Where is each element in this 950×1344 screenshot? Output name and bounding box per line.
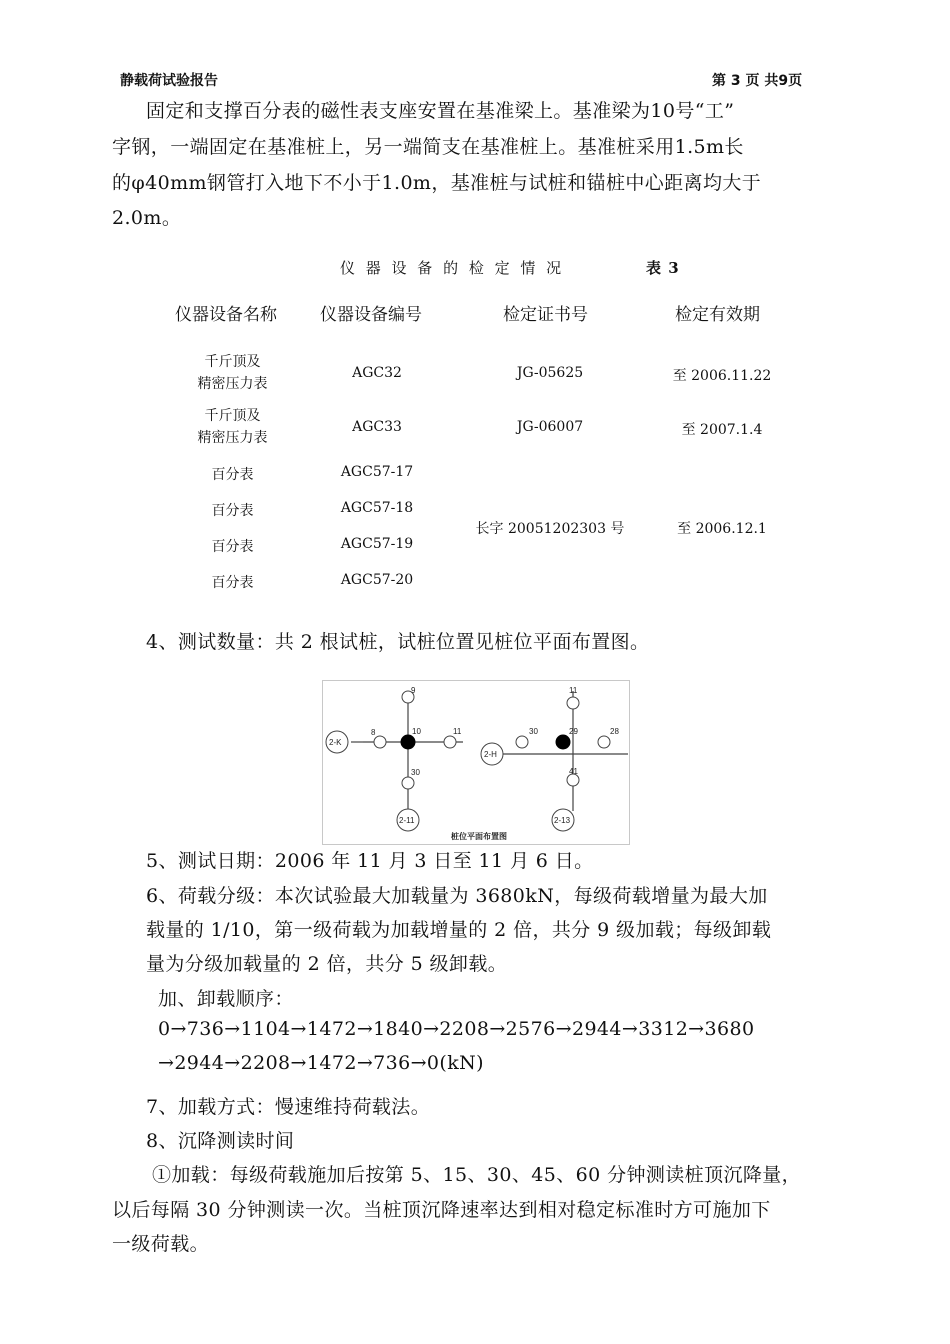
table-row-1-cert: JG-05625	[516, 365, 584, 381]
item5-test-date: 5、测试日期：2006 年 11 月 3 日至 11 月 6 日。	[146, 850, 594, 872]
item4-test-count: 4、测试数量：共 2 根试桩，试桩位置见桩位平面布置图。	[146, 631, 650, 653]
item6-line-2: 载量的 1/10，第一级荷载为加载增量的 2 倍，共分 9 级加载；每级卸载	[146, 919, 772, 941]
pile-layout-diagram	[322, 680, 630, 845]
sequence-title: 加、卸载顺序：	[158, 988, 294, 1010]
pile-circle	[516, 736, 528, 748]
table-row-5-code: AGC57-19	[340, 536, 414, 552]
table-row-2-name: 千斤顶及 精密压力表	[197, 408, 268, 446]
pile-circle	[598, 736, 610, 748]
table-header-code: 仪器设备编号	[320, 305, 422, 325]
table-row-2-cert: JG-06007	[516, 419, 584, 435]
table-header-cert: 检定证书号	[503, 305, 588, 325]
test-pile-marker	[401, 735, 415, 749]
table-row-6-code: AGC57-20	[340, 572, 414, 588]
pile-circle	[402, 777, 414, 789]
item6-line-1: 6、荷载分级：本次试验最大加载量为 3680kN，每级荷载增量为最大加	[146, 885, 768, 907]
pile-circle	[444, 736, 456, 748]
pile-label: 30	[529, 727, 538, 736]
pile-label: 11	[453, 727, 462, 736]
para1-line-4: 2.0m。	[112, 207, 182, 229]
pile-label: 2-H	[484, 750, 497, 759]
pile-label: 29	[569, 727, 578, 736]
table-row-3-name: 百分表	[211, 467, 254, 483]
item7-loading-method: 7、加载方式：慢速维持荷载法。	[146, 1096, 431, 1118]
table-row-4-name: 百分表	[211, 503, 254, 519]
pile-circle	[567, 697, 579, 709]
table-caption: 仪 器 设 备 的 检 定 情 况	[340, 259, 565, 277]
pile-label: 11	[569, 686, 578, 695]
right-pile-group	[503, 691, 628, 811]
table-header-valid: 检定有效期	[675, 305, 760, 325]
table-row-5-name: 百分表	[211, 539, 254, 555]
pile-label: 2-11	[399, 816, 415, 825]
pile-label: 41	[569, 767, 578, 776]
para1-line-1: 固定和支撑百分表的磁性表支座安置在基准梁上。基准梁为10号“工”	[146, 100, 735, 122]
table-merged-cert: 长字 20051202303 号	[475, 521, 625, 537]
test-pile-marker	[556, 735, 570, 749]
item8-title: 8、沉降测读时间	[146, 1130, 295, 1152]
table-row-6-name: 百分表	[211, 575, 254, 591]
report-title: 静载荷试验报告	[120, 73, 218, 89]
pile-circle	[374, 736, 386, 748]
page-number: 第 3 页 共9页	[712, 73, 803, 89]
pile-label: 2-K	[329, 738, 342, 747]
para1-line-3: 的φ40mm钢管打入地下不小于1.0m，基准桩与试桩和锚桩中心距离均大于	[112, 172, 762, 194]
diagram-caption: 桩位平面布置图	[451, 832, 507, 841]
table-header-name: 仪器设备名称	[175, 305, 277, 325]
item8-line-2: 以后每隔 30 分钟测读一次。当桩顶沉降速率达到相对稳定标准时方可施加下	[112, 1199, 771, 1221]
table-row-4-code: AGC57-18	[340, 500, 414, 516]
table-row-2-code: AGC33	[352, 419, 402, 435]
sequence-line-1: 0→736→1104→1472→1840→2208→2576→2944→3312→3680	[158, 1018, 755, 1040]
item6-line-3: 量为分级加载量的 2 倍，共分 5 级卸载。	[146, 953, 508, 975]
pile-label: 8	[371, 728, 376, 737]
left-pile-group	[351, 691, 463, 811]
table-merged-valid: 至 2006.12.1	[677, 521, 767, 537]
pile-label: 9	[411, 686, 416, 695]
pile-label: 28	[610, 727, 619, 736]
pile-label: 10	[412, 727, 421, 736]
pile-label: 30	[411, 768, 420, 777]
table-row-1-valid: 至 2006.11.22	[672, 368, 772, 384]
table-row-1-name: 千斤顶及 精密压力表	[197, 354, 268, 392]
table-row-3-code: AGC57-17	[340, 464, 414, 480]
item8-line-3: 一级荷载。	[112, 1233, 210, 1255]
table-row-1-code: AGC32	[352, 365, 402, 381]
pile-label: 2-13	[554, 816, 571, 825]
sequence-line-2: →2944→2208→1472→736→0(kN)	[158, 1052, 484, 1074]
table-number: 表 3	[646, 259, 680, 277]
item8-line-1: ①加载：每级荷载施加后按第 5、15、30、45、60 分钟测读桩顶沉降量，	[152, 1164, 802, 1186]
para1-line-2: 字钢，一端固定在基准桩上，另一端简支在基准桩上。基准桩采用1.5m长	[112, 136, 744, 158]
table-row-2-valid: 至 2007.1.4	[681, 422, 763, 438]
